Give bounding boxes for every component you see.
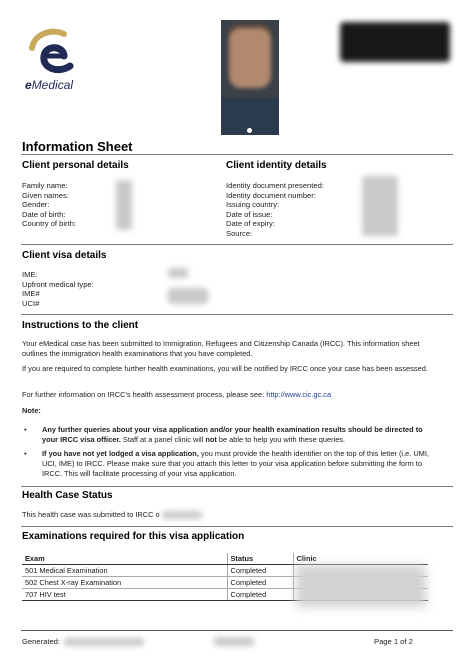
title-divider	[21, 154, 453, 155]
identity-document-number-label: Identity document number:	[226, 190, 316, 200]
health-case-status-text	[22, 510, 432, 520]
gender-label: Gender:	[22, 200, 50, 210]
emedical-logo-icon	[24, 26, 104, 82]
bullet-item-lodge	[22, 449, 432, 479]
date-of-issue-label: Date of issue:	[226, 209, 273, 219]
bullet-1-text-a: Staff at a panel clinic will	[120, 435, 206, 444]
date-of-expiry-label: Date of expiry:	[226, 219, 275, 229]
section-divider	[21, 314, 453, 315]
logo-wordmark	[25, 78, 73, 92]
client-personal-heading: Client personal details	[22, 160, 129, 171]
client-visa-heading: Client visa details	[22, 250, 107, 261]
client-identity-heading: Client identity details	[226, 160, 327, 171]
exam-cell: 707 HIV test	[22, 589, 227, 601]
date-of-birth-label: Date of birth:	[22, 209, 66, 219]
redacted-submission-date	[162, 511, 202, 519]
redacted-personal-values	[116, 180, 132, 230]
redacted-barcode	[340, 22, 450, 62]
client-personal-labels	[22, 181, 76, 229]
section-divider	[21, 526, 453, 527]
status-cell: Completed	[227, 577, 293, 589]
instructions-heading: Instructions to the client	[22, 320, 139, 331]
redacted-clinic-names	[296, 565, 426, 607]
instructions-paragraph-3	[22, 390, 432, 400]
status-cell: Completed	[227, 565, 293, 577]
redacted-ime	[168, 268, 188, 278]
bullet-2-bold: If you have not yet lodged a visa application,	[42, 449, 199, 458]
ircc-link[interactable]: http://www.cic.gc.ca	[266, 390, 332, 399]
logo-prefix: e	[25, 78, 32, 92]
exams-heading: Examinations required for this visa application	[22, 531, 245, 542]
bullet-item-queries	[22, 425, 432, 445]
health-status-sentence: This health case was submitted to IRCC o	[22, 510, 160, 519]
exams-header-row	[22, 553, 428, 565]
footer-divider	[21, 630, 453, 631]
ime-label: IME:	[22, 270, 38, 279]
client-visa-labels	[22, 270, 94, 308]
bullet-1-bold: Any further queries about your visa application and/or your health examination results should be directed to your IRCC visa officer.	[42, 425, 423, 444]
status-column-header: Status	[227, 553, 293, 565]
instructions-bullets	[22, 425, 432, 483]
page-title: Information Sheet	[22, 139, 133, 154]
redacted-generated-date	[64, 638, 144, 646]
identity-document-presented-label: Identity document presented:	[226, 181, 324, 190]
bullet-2-text: you must provide the health identifier on the top of this letter (i.e. UMI, UCI, IME) to IRCC. Please make sure that you attach this letter to your visa application before submitting the form to IRCC. This will facilitate processing of your visa application.	[42, 449, 429, 478]
redacted-identity-values	[362, 176, 398, 236]
issuing-country-label: Issuing country:	[226, 200, 280, 210]
logo-suffix: Medical	[31, 78, 74, 92]
applicant-photo	[221, 20, 279, 135]
bullet-icon: •	[24, 449, 27, 458]
section-divider	[21, 486, 453, 487]
bullet-1-text-b: be able to help you with these queries.	[216, 435, 346, 444]
client-identity-labels	[226, 181, 324, 239]
health-case-status-heading: Health Case Status	[22, 490, 113, 501]
instructions-paragraph-1: Your eMedical case has been submitted to Immigration, Refugees and Citizenship Canada (IRCC). This information sheet outlines the immigration health examinations that you have completed.	[22, 339, 420, 358]
redacted-footer-id	[214, 637, 254, 646]
bullet-1-not: not	[205, 435, 217, 444]
instructions-paragraph-2: If you are required to complete further health examinations, you will be notified by IRCC once your case has been assessed.	[22, 364, 428, 373]
exam-cell: 501 Medical Examination	[22, 565, 227, 577]
given-names-label: Given names:	[22, 190, 69, 200]
exam-column-header: Exam	[22, 553, 227, 565]
section-divider	[21, 244, 453, 245]
generated-label: Generated:	[22, 637, 60, 646]
country-of-birth-label: Country of birth:	[22, 219, 77, 229]
family-name-label: Family name:	[22, 181, 68, 190]
page-number: Page 1 of 2	[374, 637, 413, 646]
note-label: Note:	[22, 406, 41, 415]
ime-number-label: IME#	[22, 289, 40, 299]
footer-generated	[22, 637, 144, 646]
source-label: Source:	[226, 228, 253, 238]
bullet-icon: •	[24, 425, 27, 434]
status-cell: Completed	[227, 589, 293, 601]
clinic-column-header: Clinic	[293, 553, 428, 565]
upfront-medical-type-label: Upfront medical type:	[22, 279, 94, 289]
exam-cell: 502 Chest X-ray Examination	[22, 577, 227, 589]
redacted-visa-numbers	[168, 288, 208, 304]
uci-number-label: UCI#	[22, 298, 40, 308]
further-info-text: For further information on IRCC's health assessment process, please see:	[22, 390, 265, 399]
